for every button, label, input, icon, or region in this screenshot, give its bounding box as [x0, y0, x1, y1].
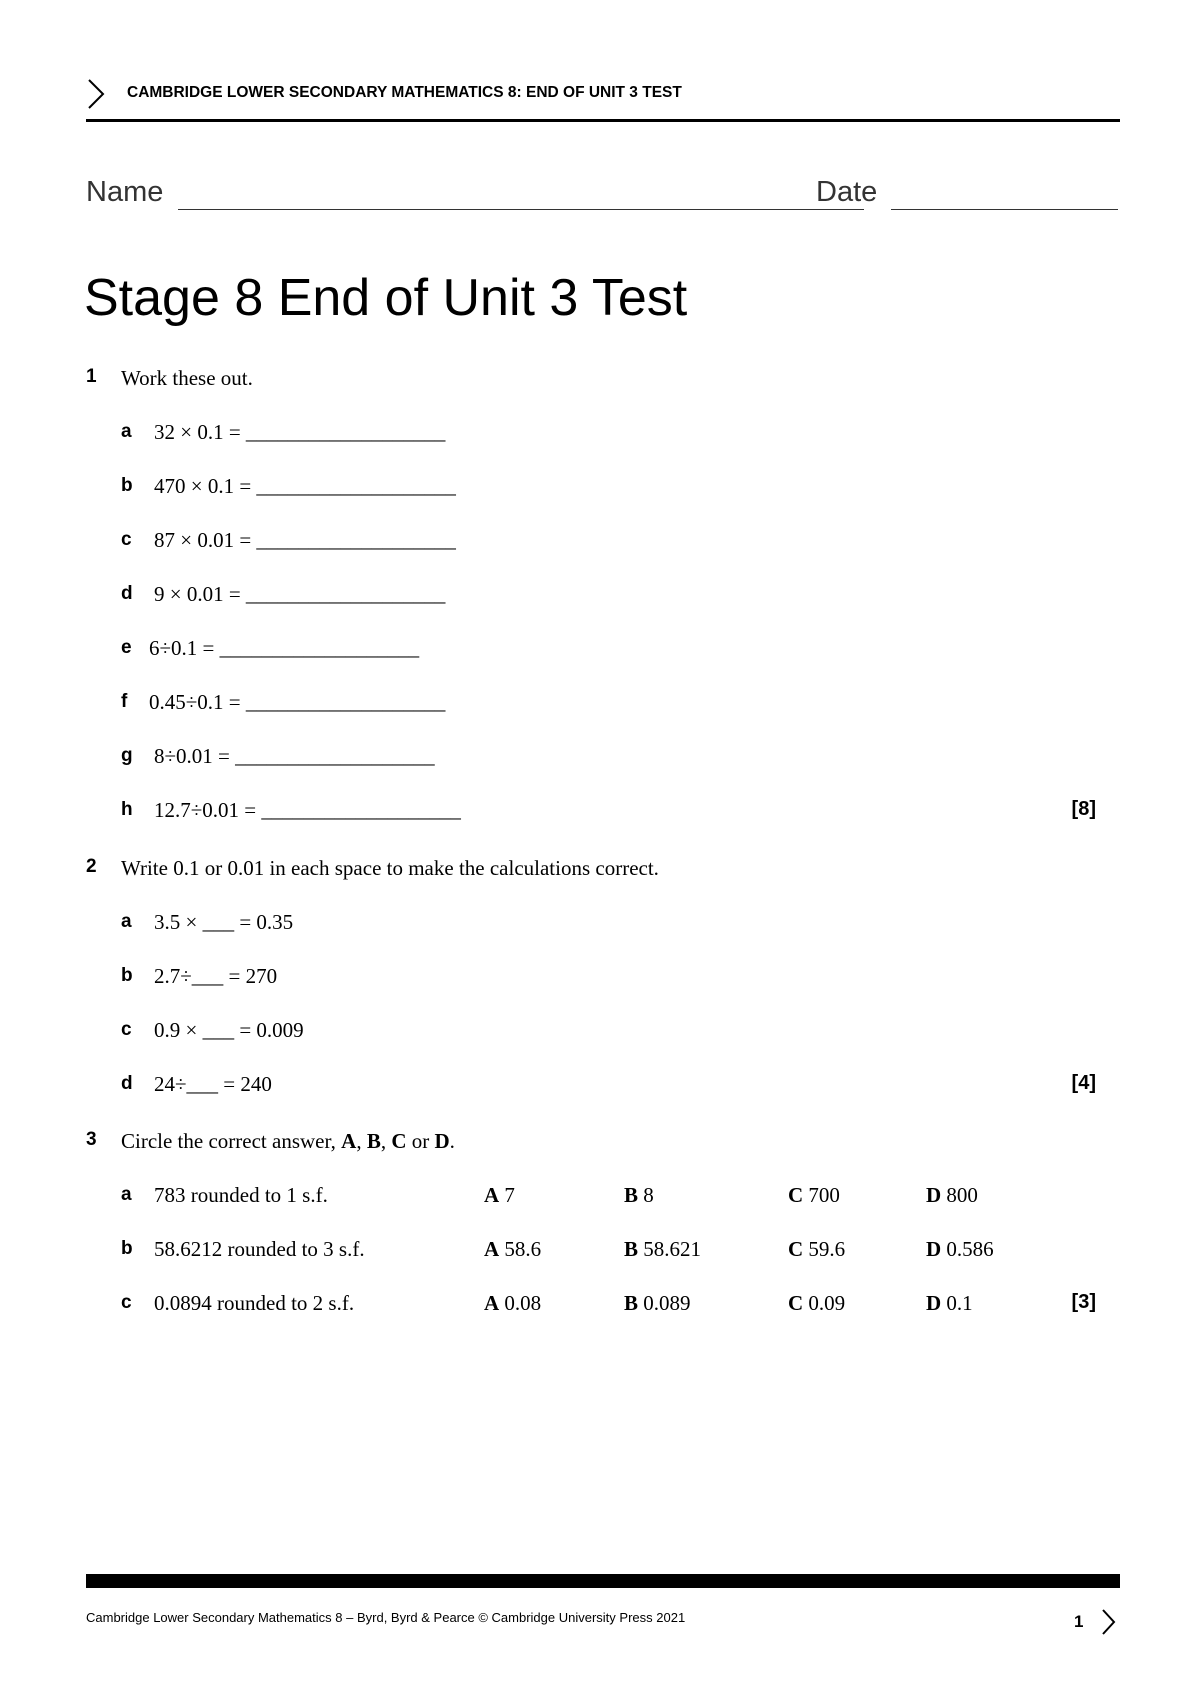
part-text[interactable]: 2.7÷___ = 270	[154, 964, 278, 988]
part-text: 58.6212 rounded to 3 s.f.	[154, 1237, 365, 1261]
option-b[interactable]: B 8	[624, 1183, 654, 1207]
question-3-part-c	[86, 1291, 1120, 1321]
option-d[interactable]: D 800	[926, 1183, 978, 1207]
part-label: a	[121, 1184, 132, 1205]
question-3-part-b	[86, 1237, 1120, 1267]
question-text: Circle the correct answer, A, B, C or D.	[121, 1129, 455, 1153]
option-a[interactable]: A 0.08	[484, 1291, 542, 1315]
question-2-part-b	[86, 964, 1120, 994]
chevron-right-icon	[86, 78, 106, 110]
part-text[interactable]: 3.5 × ___ = 0.35	[154, 910, 294, 934]
part-label: c	[121, 529, 132, 550]
part-text[interactable]: 6÷0.1 = ___________________	[149, 636, 420, 660]
header-title: CAMBRIDGE LOWER SECONDARY MATHEMATICS 8: END OF UNIT 3 TEST	[127, 84, 682, 101]
question-1-part-e	[86, 636, 1120, 666]
footer-bar	[86, 1574, 1120, 1588]
question-2-part-d	[86, 1072, 1120, 1102]
question-2-part-c	[86, 1018, 1120, 1048]
option-b[interactable]: B 0.089	[624, 1291, 691, 1315]
part-label: c	[121, 1019, 132, 1040]
question-number: 3	[86, 1129, 97, 1150]
part-text[interactable]: 87 × 0.01 = ___________________	[154, 528, 456, 552]
question-2	[86, 856, 1120, 886]
question-1	[86, 366, 1120, 396]
question-1-part-c	[86, 528, 1120, 558]
question-1-part-a	[86, 420, 1120, 450]
header-rule	[86, 119, 1120, 122]
name-date-row	[86, 176, 1120, 216]
option-a[interactable]: A 58.6	[484, 1237, 542, 1261]
part-text[interactable]: 12.7÷0.01 = ___________________	[154, 798, 461, 822]
part-label: d	[121, 583, 133, 604]
part-label: h	[121, 799, 133, 820]
name-field[interactable]	[178, 209, 864, 210]
part-text[interactable]: 0.9 × ___ = 0.009	[154, 1018, 304, 1042]
part-label: e	[121, 637, 132, 658]
question-number: 2	[86, 856, 97, 877]
page-title: Stage 8 End of Unit 3 Test	[84, 269, 688, 327]
question-1-part-h	[86, 798, 1120, 828]
part-label: c	[121, 1292, 132, 1313]
question-text: Work these out.	[121, 366, 253, 390]
question-text: Write 0.1 or 0.01 in each space to make the calculations correct.	[121, 856, 659, 880]
part-label: f	[121, 691, 128, 712]
page-number: 1	[1074, 1612, 1084, 1631]
part-label: g	[121, 745, 133, 766]
option-b[interactable]: B 58.621	[624, 1237, 702, 1261]
question-1-part-g	[86, 744, 1120, 774]
option-c[interactable]: C 59.6	[788, 1237, 846, 1261]
part-label: a	[121, 421, 132, 442]
part-label: b	[121, 475, 133, 496]
question-1-part-d	[86, 582, 1120, 612]
part-text[interactable]: 9 × 0.01 = ___________________	[154, 582, 446, 606]
page-header	[86, 78, 1120, 124]
part-label: b	[121, 965, 133, 986]
part-text[interactable]: 8÷0.01 = ___________________	[154, 744, 435, 768]
question-3-part-a	[86, 1183, 1120, 1213]
date-label: Date	[816, 176, 878, 208]
option-c[interactable]: C 700	[788, 1183, 840, 1207]
part-text[interactable]: 0.45÷0.1 = ___________________	[149, 690, 446, 714]
part-text: 0.0894 rounded to 2 s.f.	[154, 1291, 355, 1315]
footer-text: Cambridge Lower Secondary Mathematics 8 – Byrd, Byrd & Pearce © Cambridge University Press 2021	[86, 1610, 686, 1625]
chevron-right-icon	[1100, 1608, 1116, 1636]
marks-badge: [3]	[1071, 1291, 1096, 1313]
part-text: 783 rounded to 1 s.f.	[154, 1183, 328, 1207]
marks-badge: [4]	[1071, 1072, 1096, 1094]
part-text[interactable]: 32 × 0.1 = ___________________	[154, 420, 446, 444]
question-1-part-f	[86, 690, 1120, 720]
option-d[interactable]: D 0.1	[926, 1291, 973, 1315]
date-field[interactable]	[891, 209, 1118, 210]
question-2-part-a	[86, 910, 1120, 940]
question-1-part-b	[86, 474, 1120, 504]
part-text[interactable]: 24÷___ = 240	[154, 1072, 272, 1096]
part-label: d	[121, 1073, 133, 1094]
part-text[interactable]: 470 × 0.1 = ___________________	[154, 474, 456, 498]
marks-badge: [8]	[1071, 798, 1096, 820]
option-d[interactable]: D 0.586	[926, 1237, 994, 1261]
question-3	[86, 1129, 1120, 1159]
name-label: Name	[86, 176, 164, 208]
part-label: a	[121, 911, 132, 932]
option-a[interactable]: A 7	[484, 1183, 515, 1207]
question-number: 1	[86, 366, 97, 387]
part-label: b	[121, 1238, 133, 1259]
option-c[interactable]: C 0.09	[788, 1291, 846, 1315]
